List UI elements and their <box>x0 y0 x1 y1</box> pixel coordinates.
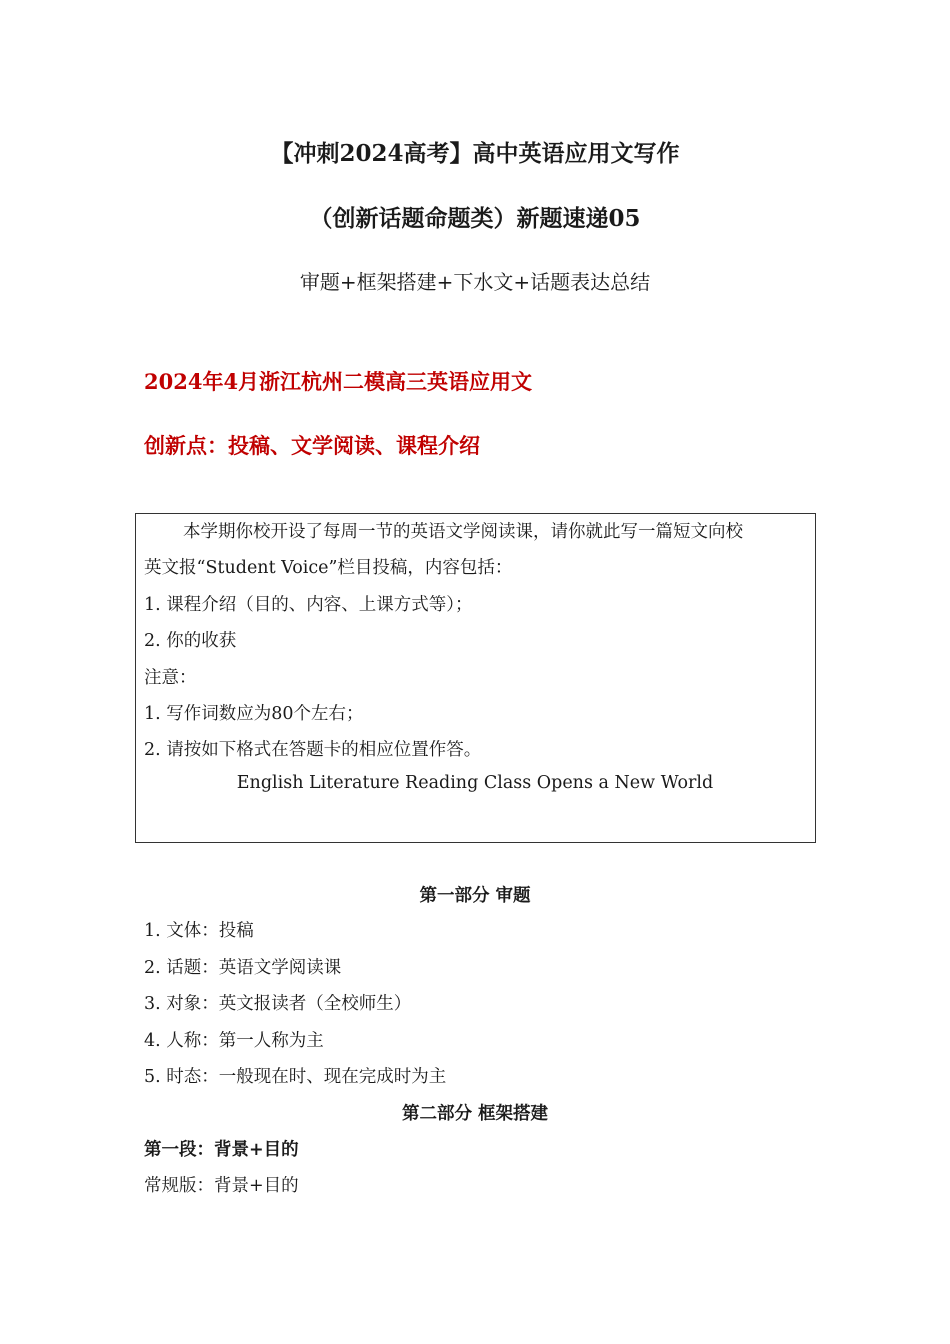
document-title: 【冲刺2024高考】高中英语应用文写作 <box>270 140 680 167</box>
prompt-note-label: 注意： <box>144 668 197 688</box>
innovation-points: 创新点：投稿、文学阅读、课程介绍 <box>144 433 480 458</box>
prompt-line-2: 英文报“Student Voice”栏目投稿，内容包括： <box>144 558 513 578</box>
part2-heading: 第二部分 框架搭建 <box>401 1104 549 1124</box>
para1-heading: 第一段：背景+目的 <box>144 1140 299 1160</box>
part1-item: 3. 对象：英文报读者（全校师生） <box>144 994 412 1014</box>
prompt-item-2: 2. 你的收获 <box>144 631 237 651</box>
part1-item: 2. 话题：英语文学阅读课 <box>144 958 342 978</box>
part1-item: 5. 时态：一般现在时、现在完成时为主 <box>144 1067 447 1087</box>
document-title-line2: （创新话题命题类）新题速递05 <box>309 205 641 232</box>
exam-source: 2024年4月浙江杭州二模高三英语应用文 <box>144 369 533 394</box>
essay-title: English Literature Reading Class Opens a New World <box>236 773 714 793</box>
part1-item: 1. 文体：投稿 <box>144 921 254 941</box>
prompt-item-1: 1. 课程介绍（目的、内容、上课方式等）； <box>144 595 473 615</box>
prompt-line-1: 本学期你校开设了每周一节的英语文学阅读课，请你就此写一篇短文向校 <box>183 522 743 542</box>
para1-normal: 常规版：背景+目的 <box>144 1176 299 1196</box>
part1-heading: 第一部分 审题 <box>419 886 531 906</box>
document-subtitle: 审题+框架搭建+下水文+话题表达总结 <box>299 270 651 294</box>
prompt-note-1: 1. 写作词数应为80个左右； <box>144 704 364 724</box>
part1-item: 4. 人称：第一人称为主 <box>144 1031 324 1051</box>
prompt-note-2: 2. 请按如下格式在答题卡的相应位置作答。 <box>144 740 482 760</box>
